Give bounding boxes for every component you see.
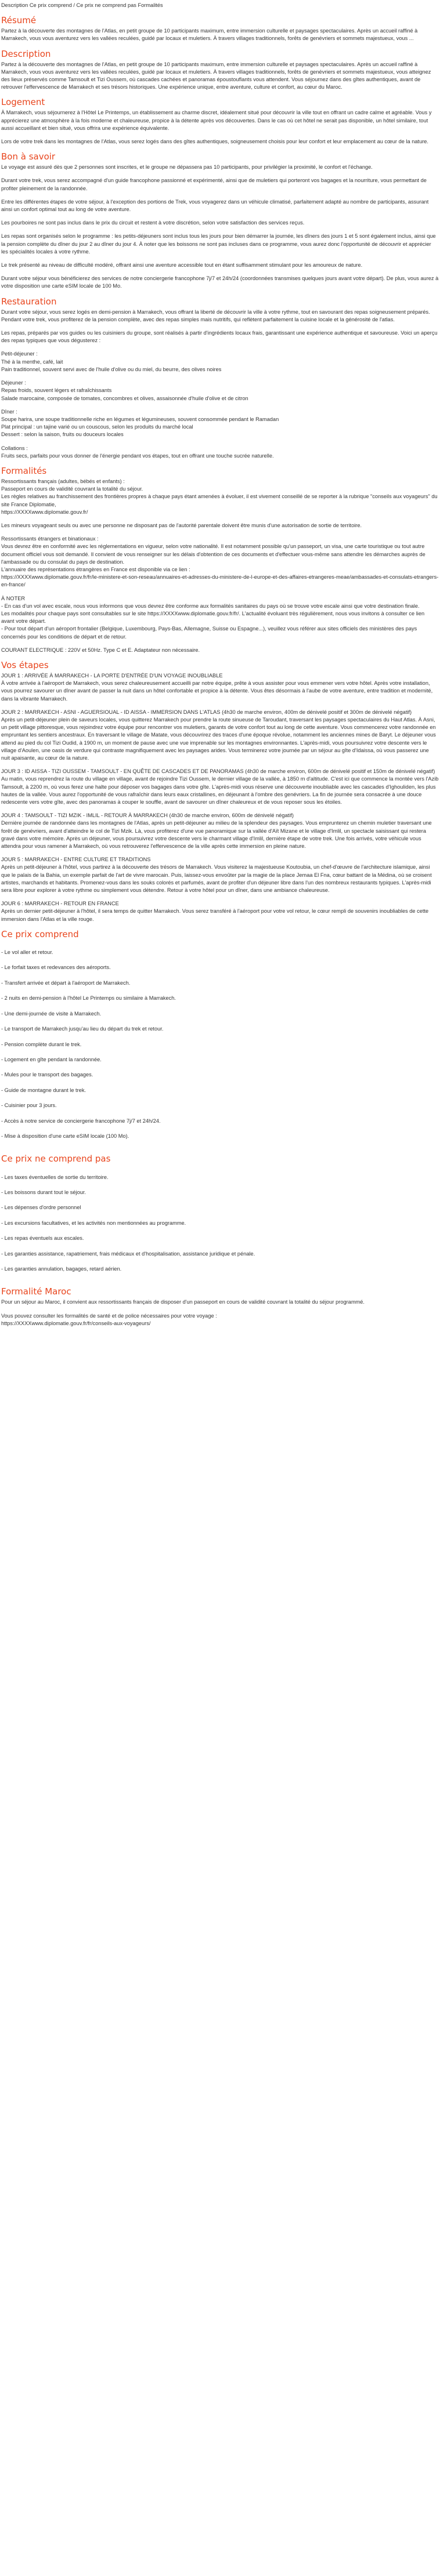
paragraph: Ressortissants français (adultes, bébés et enfants) : Passeport en cours de validité couvrant la totalité du séjour. Les règles relatives au franchissement des frontières propres à chaque pays étant amenées à évoluer, il est vivement conseillé de se reporter à la rubrique "conseils aux voyageurs" du site France Diplomatie, https://XXXXwww.diplomatie.gouv.fr/ [1, 478, 438, 515]
day-text: Dernière journée de randonnée dans les montagnes de l'Atlas, après un petit-déjeuner au milieu de la splendeur des paysages. Vous emprunterez un chemin muletier traversant une forêt de genévriers, avant d'atteindre le col de Tizi Mzik. Là, vous profiterez d'une vue panoramique sur la vallée d'Aït Mizane et le village d'Imlil, un spectacle saisissant qui restera gravé dans votre mémoire. Après un déjeuner, vous poursuivrez votre descente vers le charmant village d'Imlil, dernière étape de votre trek. Une fois arrivés, votre véhicule vous attendra pour vous ramener à Marrakech, où vous retrouverez l'effervescence de la ville après cette immersion en pleine nature. [1, 820, 432, 850]
list-item: - Accès à notre service de conciergerie francophone 7j/7 et 24h/24. [1, 1118, 161, 1124]
paragraph: Les pourboires ne sont pas inclus dans le prix du circuit et restent à votre discrétion, selon votre satisfaction des services reçus. [1, 220, 305, 226]
paragraph: Petit-déjeuner : Thé à la menthe, café, lait Pain traditionnel, souvent servi avec de l'huile d'olive ou du miel, du beurre, des olives noires [1, 351, 222, 372]
paragraph: Durant votre trek, vous serez accompagné d'un guide francophone passionné et expérimenté, ainsi que de muletiers qui porteront vos bagages et la nourriture, vous permettant de profiter pleinement de la randonnée. [1, 177, 427, 191]
paragraph: Les mineurs voyageant seuls ou avec une personne ne disposant pas de l'autorité parentale doivent être munis d'une autorisation de sortie de territoire. [1, 522, 362, 528]
section-bon-a-savoir [1, 152, 439, 290]
list-item: - Transfert arrivée et départ à l'aéroport de Marrakech. [1, 979, 131, 986]
paragraph: Déjeuner : Repas froids, souvent légers et rafraîchissants Salade marocaine, composée de tomates, concombres et olives, assaisonnée d'huile d'olive et de citron [1, 380, 248, 401]
paragraph: Durant votre séjour vous bénéficierez des services de notre conciergerie francophone 7j/7 et 24h/24 (coordonnées transmises quelques jours avant votre départ). De plus, vous aurez à votre disposition une carte eSIM locale de 100 Mo. [1, 275, 439, 289]
day-title: JOUR 4 : TAMSOULT - TIZI MZIK - IMLIL - RETOUR À MARRAKECH (4h30 de marche environ, 600m de dénivelé négatif) [1, 812, 294, 819]
section-title: Formalités [1, 465, 47, 476]
section-restauration [1, 297, 439, 460]
itinerary-day [1, 812, 439, 850]
itinerary-day [1, 709, 439, 762]
list-item: - Le transport de Marrakech jusqu'au lieu du départ du trek et retour. [1, 1026, 164, 1032]
list-item: - Guide de montagne durant le trek. [1, 1087, 86, 1093]
paragraph: Pour un séjour au Maroc, il convient aux ressortissants français de disposer d'un passeport en cours de validité couvrant la totalité du séjour programmé. [1, 1299, 365, 1305]
day-text: Après un dernier petit-déjeuner à l'hôtel, il sera temps de quitter Marrakech. Vous serez transféré à l'aéroport pour votre vol retour, le cœur rempli de souvenirs inoubliables de cette immersion dans l'Atlas et la ville rouge. [1, 908, 429, 922]
itinerary-day [1, 856, 439, 894]
paragraph: Partez à la découverte des montagnes de l'Atlas, en petit groupe de 10 participants maximum, entre immersion culturelle et paysages spectaculaires. Après un accueil raffiné à Marrakech, vous vous aventurez vers les vallées reculées, guidé par locaux et muletiers. À travers villages traditionnels, forêts de genévriers et sommets majestueux, vous atteignez des lieux préservés comme Tamsoult et Tizi Oussem, où cascades cachées et panoramas époustouflants vous attendent. Vous séjournez dans des gîtes authentiques, avant de retrouver l'effervescence de Marrakech et ses trésors historiques. Une expérience unique, entre aventure, culture et confort, au cœur du Maroc. [1, 61, 431, 90]
day-text: Après un petit-déjeuner à l'hôtel, vous partirez à la découverte des trésors de Marrakech. Vous visiterez la majestueuse Koutoubia, un chef-d'œuvre de l'architecture islamique, ainsi que le palais de la Bahia, un exemple parfait de l'art de vivre marocain. Puis, laissez-vous envoûter par la magie de la place Jemaa El Fna, cœur battant de la Médina, où se croisent artistes, marchands et habitants. Promenez-vous dans les souks colorés et parfumés, avant de profiter d'un déjeuner libre dans l'un des nombreux restaurants typiques. L'après-midi sera libre pour explorer à votre rythme ou simplement vous détendre. Retour à votre hôtel pour un dîner, dans une ambiance chaleureuse. [1, 864, 432, 894]
tab-links-header: Description Ce prix comprend / Ce prix ne comprend pas Formalités [1, 2, 163, 8]
paragraph: À NOTER - En cas d'un vol avec escale, nous vous informons que vous devrez être conforme aux formalités sanitaires du pays où se trouve votre escale ainsi que votre destination finale. Les modalités pour chaque pays sont consultables sur le site https://XXXXwww.diplomatie.gouv.fr/fr/. L'actualité évoluant très régulièrement, nous vous invitons à consulter ce lien avant votre départ. - Pour tout départ d'un aéroport frontalier (Belgique, Luxembourg, Pays-Bas, Allemagne, Suisse ou Espagne...), veuillez vous référer aux sites officiels des ministères des pays concernés pour les conditions de départ et de retour. [1, 595, 425, 640]
day-text: À votre arrivée à l'aéroport de Marrakech, vous serez chaleureusement accueilli par notre équipe, prête à vous assister pour vous emmener vers votre hôtel. Après votre installation, vous pourrez savourer un dîner avant de passer la nuit dans un hôtel confortable et propice à la détente. Vous êtes désormais à l'aube de votre aventure, entre tradition et modernité, dans la vibrante Marrakech. [1, 680, 433, 702]
list-item: - Les excursions facultatives, et les activités non mentionnées au programme. [1, 1220, 186, 1226]
paragraph: Collations : Fruits secs, parfaits pour vous donner de l'énergie pendant vos étapes, tout en offrant une touche sucrée naturelle. [1, 445, 274, 459]
section-title: Bon à savoir [1, 151, 56, 162]
paragraph: Le voyage est assuré dès que 2 personnes sont inscrites, et le groupe ne dépassera pas 10 participants, pour privilégier la proximité, le confort et l'échange. [1, 164, 373, 170]
list-item: - Les dépenses d'ordre personnel [1, 1204, 81, 1211]
section-title: Résumé [1, 15, 37, 26]
paragraph: Les repas sont organisés selon le programme : les petits-déjeuners sont inclus tous les jours pour bien démarrer la journée, les dîners des jours 1 et 5 sont également inclus, ainsi que la pension complète du dîner du jour 2 au dîner du jour 4. À noter que les boissons ne sont pas incluses dans ce programme, vous aurez donc l'opportunité de découvrir et apprécier les spécialités locales à votre rythme. [1, 233, 436, 255]
day-text: Au matin, vous reprendrez la route du village en village, avant de rejoindre Tizi Oussem, le dernier village de la vallée, à 1850 m d'altitude. C'est ici que commence la montée vers l'Azib Tamsoult, à 2200 m, où vous ferez une halte pour déposer vos bagages dans votre gîte. L'après-midi vous réserve une découverte inoubliable avec les cascades d'Ighouliden, les plus hautes de la vallée. Vous aurez l'opportunité de vous rafraîchir dans leurs eaux cristallines, en déjeunant à l'ombre des genévriers. La fin de journée sera consacrée à une douce redescente vers votre gîte, avec des panoramas à couper le souffle, avant de savourer un dîner chaleureux et de vous reposer sous les étoiles. [1, 776, 439, 806]
paragraph: Entre les différentes étapes de votre séjour, à l'exception des portions de Trek, vous voyagerez dans un véhicule climatisé, parfaitement adapté au nombre de participants, assurant ainsi un confort optimal tout au long de votre aventure. [1, 198, 429, 213]
list-item: - Mules pour le transport des bagages. [1, 1072, 93, 1078]
list-item: - Le vol aller et retour. [1, 949, 53, 956]
excluded-list [1, 1166, 439, 1280]
paragraph: COURANT ELECTRIQUE : 220V et 50Hz. Type C et E. Adaptateur non nécessaire. [1, 647, 200, 653]
list-item: - Mise à disposition d'une carte eSIM locale (100 Mo). [1, 1133, 129, 1139]
paragraph: Lors de votre trek dans les montagnes de l'Atlas, vous serez logés dans des gîtes authentiques, soigneusement choisis pour leur confort et leur emplacement au cœur de la nature. [1, 139, 429, 145]
list-item: - Une demi-journée de visite à Marrakech. [1, 1010, 102, 1017]
list-item: - Logement en gîte pendant la randonnée. [1, 1056, 102, 1062]
day-text: Après un petit-déjeuner plein de saveurs locales, vous quitterez Marrakech pour prendre la route sinueuse de Taroudant, traversant les paysages spectaculaires du Haut Atlas. À Asni, un petit village pittoresque, vous rejoindrez votre équipe pour rencontrer vos muletiers, garants de votre confort tout au long de cette aventure. Vous commencerez votre randonnée en empruntant les sentiers ancestraux. En traversant le village de Matate, vous découvrirez des traces d'une époque révolue, notamment les anciennes mines de Baryt. Le déjeuner vous attend au pied du col Tizi Oudid, à 1900 m, un moment de pause avec une vue imprenable sur les montagnes environnantes. L'après-midi, vous poursuivrez votre descente vers le village d'Aoulen, une oasis de verdure qui contraste magnifiquement avec les paysages arides. Vous terminerez votre journée par un séjour au gîte d'Idaissa, où vous passerez une nuit apaisante, au cœur de la nature. [1, 717, 436, 761]
section-description [1, 49, 439, 92]
paragraph: Partez à la découverte des montagnes de l'Atlas, en petit groupe de 10 participants maximum, entre immersion culturelle et paysages spectaculaires. Après un accueil raffiné à Marrakech, vous vous aventurez vers les vallées reculées, guidé par locaux et muletiers. À travers villages traditionnels, forêts de genévriers et sommets majestueux, vous ... [1, 28, 418, 42]
list-item: - 2 nuits en demi-pension à l'hôtel Le Printemps ou similaire à Marrakech. [1, 995, 176, 1002]
paragraph: Durant votre séjour, vous serez logés en demi-pension à Marrakech, vous offrant la liberté de découvrir la ville à votre rythme, tout en savourant des repas soigneusement préparés. Pendant votre trek, vous profiterez de la pension complète, avec des repas simples mais nutritifs, qui reflètent parfaitement la cuisine locale et la générosité de l'atlas. [1, 309, 430, 322]
section-title: Description [1, 48, 51, 59]
list-item: - Les garanties assistance, rapatriement, frais médicaux et d'hospitalisation, assistance juridique et pénale. [1, 1250, 255, 1257]
list-item: - Les boissons durant tout le séjour. [1, 1189, 86, 1195]
paragraph: Vous pouvez consulter les formalités de santé et de police nécessaires pour votre voyage : https://XXXXwww.diplomatie.gouv.fr/fr/conseils-aux-voyageurs/ [1, 1312, 217, 1326]
itinerary-day [1, 672, 439, 703]
section-vos-etapes [1, 661, 439, 923]
itinerary-day [1, 768, 439, 806]
day-title: JOUR 1 : ARRIVÉE À MARRAKECH - LA PORTE D'ENTRÉE D'UN VOYAGE INOUBLIABLE [1, 672, 223, 679]
day-title: JOUR 2 : MARRAKECH - ASNI - AGUERSIOUAL - ID AISSA - IMMERSION DANS L'ATLAS (4h30 de marche environ, 400m de dénivelé positif et 300m de dénivelé négatif) [1, 709, 412, 715]
paragraph: Dîner : Soupe harira, une soupe traditionnelle riche en légumes et légumineuses, souvent consommée pendant le Ramadan Plat principal : un tajine varié ou un couscous, selon les produits du marché local Dessert : selon la saison, fruits ou douceurs locales [1, 408, 279, 438]
list-item: - Les repas éventuels aux escales. [1, 1235, 84, 1242]
list-item: - Les garanties annulation, bagages, retard aérien. [1, 1266, 122, 1272]
section-title: Formalité Maroc [1, 1286, 71, 1297]
section-title: Ce prix comprend [1, 928, 79, 939]
itinerary-day [1, 900, 439, 923]
paragraph: Ressortissants étrangers et binationaux : Vous devrez être en conformité avec les réglementations en vigueur, selon votre nationalité. Il est notamment possible qu'un passeport, un visa, une carte touristique ou tout autre document officiel vous soit demandé. Il convient de vous renseigner sur les délais d'obtention de ces documents et d'effectuer vous-même sans attendre les démarches auprès de l'ambassade ou du consulat du pays de destination. L'annuaire des représentations étrangères en France est disponible via ce lien : https://XXXXwww.diplomatie.gouv.fr/fr/le-ministere-et-son-reseau/annuaires-et-adresses-du-ministere-de-l-europe-et-des-affaires-etrangeres-meae/ambassades-et-consulats-etrangers-en-france/ [1, 536, 439, 588]
section-title: Vos étapes [1, 659, 49, 670]
section-resume [1, 16, 439, 42]
day-title: JOUR 5 : MARRAKECH - ENTRE CULTURE ET TRADITIONS [1, 857, 151, 863]
included-list [1, 941, 439, 1148]
list-item: - Cuisinier pour 3 jours. [1, 1102, 57, 1109]
paragraph: Le trek présenté au niveau de difficulté modéré, offrant ainsi une aventure accessible tout en étant suffisamment stimulant pour les amoureux de nature. [1, 262, 363, 269]
list-item: - Le forfait taxes et redevances des aéroports. [1, 964, 111, 971]
section-formalites [1, 466, 439, 654]
section-ce-prix-comprend [1, 930, 439, 1148]
section-formalite-maroc [1, 1287, 439, 1327]
day-title: JOUR 6 : MARRAKECH - RETOUR EN FRANCE [1, 901, 119, 907]
section-logement [1, 97, 439, 146]
list-item: - Les taxes éventuelles de sortie du territoire. [1, 1174, 109, 1180]
day-title: JOUR 3 : ID AISSA - TIZI OUSSEM - TAMSOULT - EN QUÊTE DE CASCADES ET DE PANORAMAS (4h30 de marche environ, 600m de dénivelé positif et 150m de dénivelé négatif) [1, 768, 435, 775]
section-title: Restauration [1, 296, 57, 307]
section-ce-prix-ne-comprend-pas [1, 1154, 439, 1280]
paragraph: Les repas, préparés par vos guides ou les cuisiniers du groupe, sont réalisés à partir d'ingrédients locaux frais, garantissant une expérience authentique et savoureuse. Voici un aperçu des repas typiques que vous dégusterez : [1, 330, 438, 344]
list-item: - Pension complète durant le trek. [1, 1041, 82, 1047]
section-title: Logement [1, 97, 45, 108]
paragraph: À Marrakech, vous séjournerez à l'Hôtel Le Printemps, un établissement au charme discret, idéalement situé pour découvrir la ville tout en offrant un cadre calme et agréable. Vous y apprécierez une atmosphère à la fois moderne et chaleureuse, propice à la détente après vos découvertes. Dans le cas où cet hôtel ne serait pas disponible, un hôtel similaire, tout aussi accueillant et bien situé, vous offrira une expérience équivalente. [1, 110, 432, 131]
section-title: Ce prix ne comprend pas [1, 1153, 111, 1164]
